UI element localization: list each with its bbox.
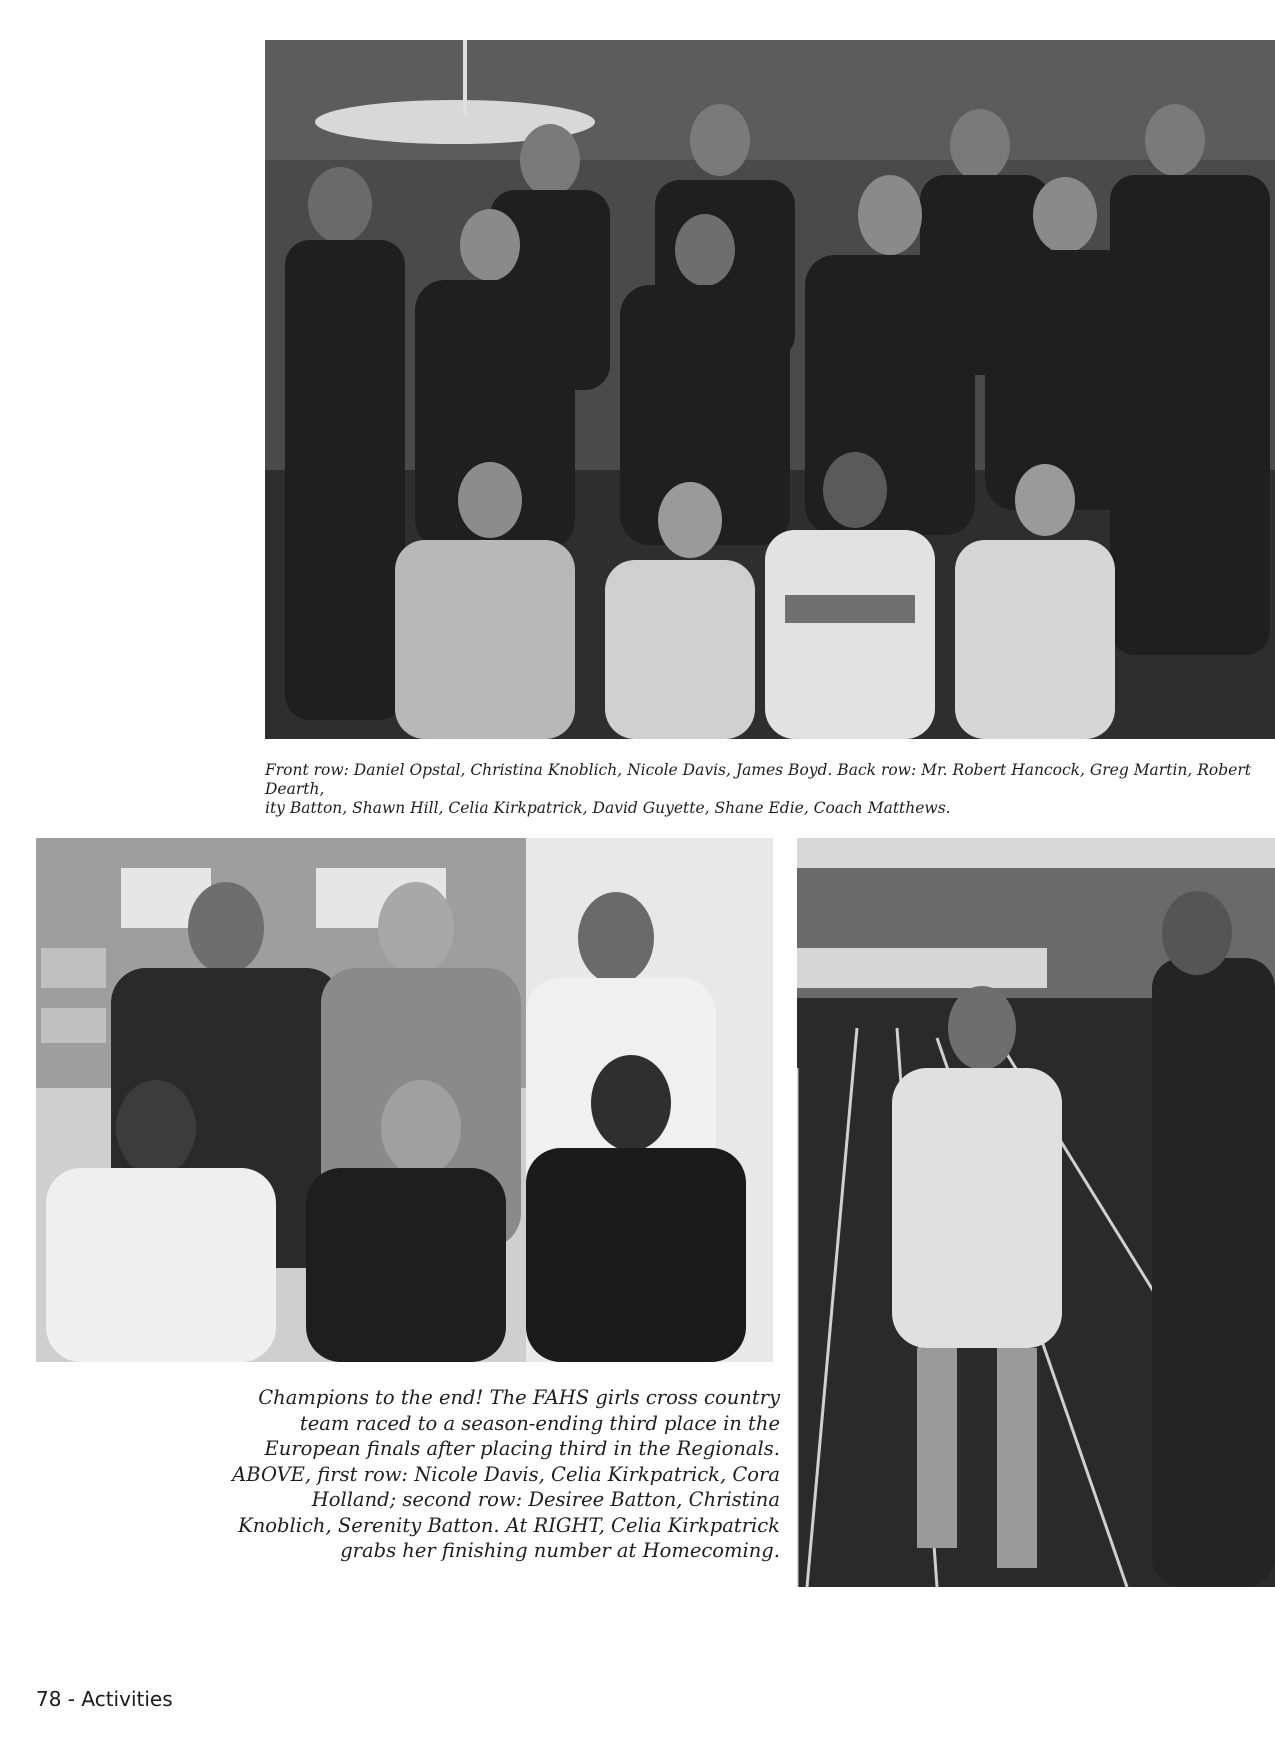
finish-line-photo	[797, 838, 1275, 1587]
finish-line-photo-image	[797, 838, 1275, 1587]
girls-team-photo-image	[36, 838, 773, 1362]
page-folio: 78 - Activities	[36, 1687, 173, 1711]
team-photo	[265, 40, 1275, 739]
girls-photo-caption: Champions to the end! The FAHS girls cross country team raced to a season-ending third place in the European finals after placing third in the Regionals. ABOVE, first row: Nicole Davis, Celia Kirkpatrick, Cora Holland; second row: Desiree Batton, Christina Knoblich, Serenity Batton. At RIGHT, Celia Kirkpatrick grabs her finishing number at Homecoming.	[232, 1386, 780, 1562]
team-photo-image	[265, 40, 1275, 739]
team-photo-caption: Front row: Daniel Opstal, Christina Knoblich, Nicole Davis, James Boyd. Back row: Mr. Robert Hancock, Greg Martin, Robert Dearth, ity Batton, Shawn Hill, Celia Kirkpatrick, David Guyette, Shane Edie, Coach Matthews.	[265, 761, 1251, 817]
girls-team-photo	[36, 838, 773, 1362]
